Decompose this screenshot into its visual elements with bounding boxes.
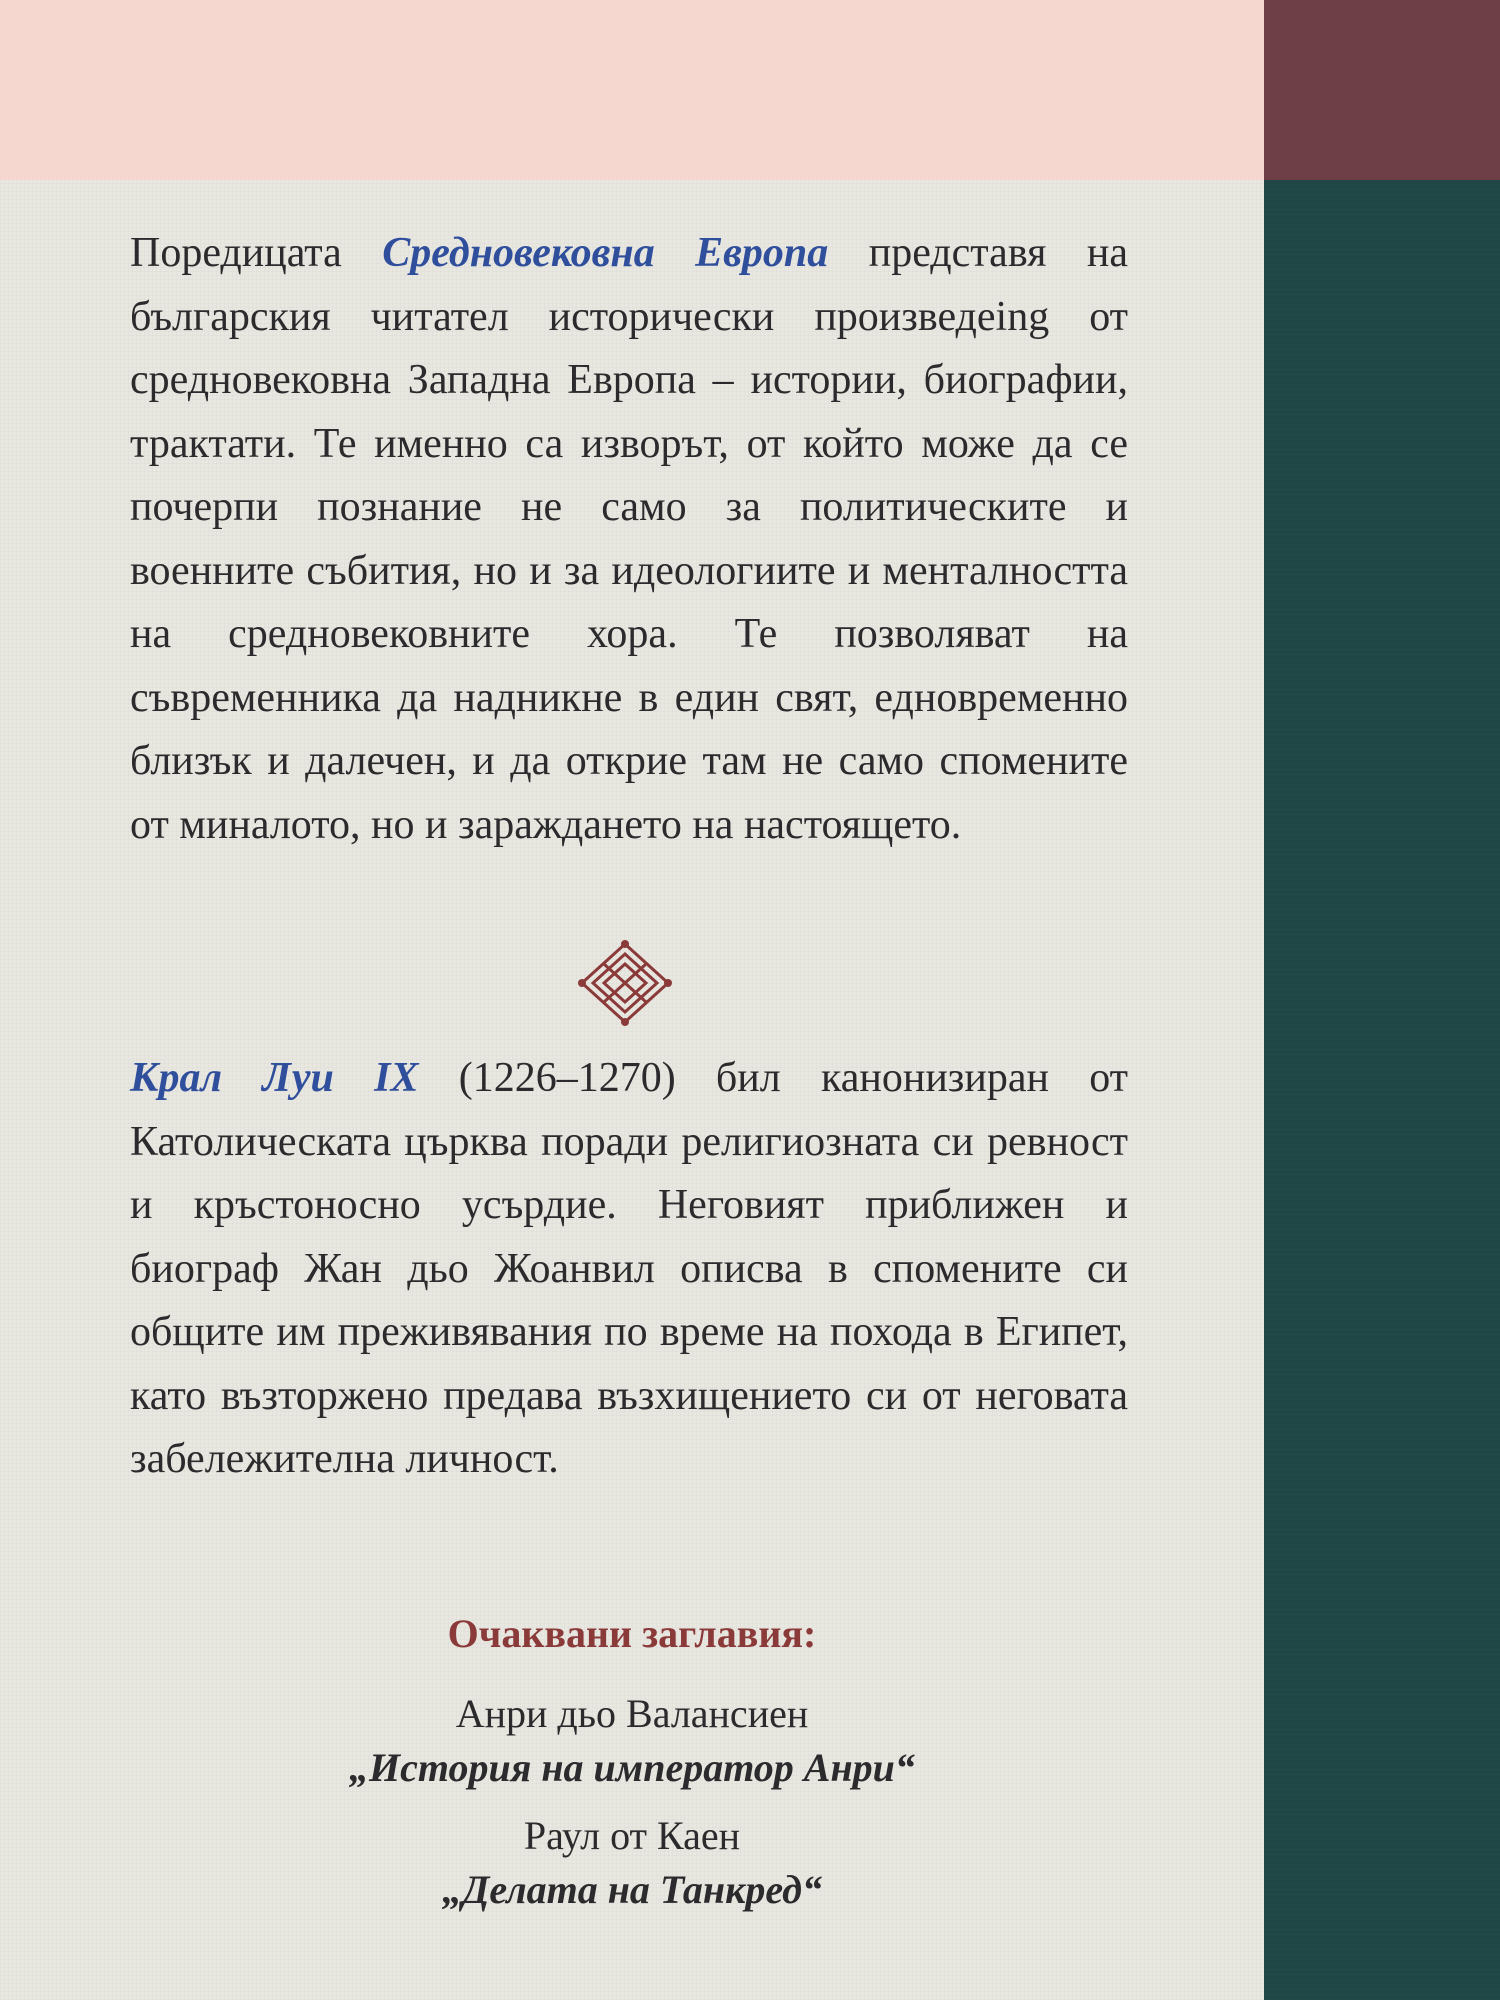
spine-maroon-band [1264, 0, 1500, 180]
series-intro-prefix: Поредицата [130, 230, 383, 276]
book-description [130, 1047, 1128, 1492]
celtic-knot-diamond-icon [578, 940, 672, 1026]
upcoming-title: „Делата на Танкред“ [442, 1867, 822, 1912]
series-intro-text: представя на българския читател исторически произведеing от средновековна Западна Европа – истории, биографии, трактати. Те именно са изворът, от който може да се почерпи познание не само за политическите и военните събития, но и за идеологиите и менталността на средновековните хора. Те позволяват на съвременника да надникне в един свят, едновременно близък и далечен, и да открие там не само спомените от миналото, но и зараждането на настоящето. [130, 230, 1128, 848]
series-name: Средновековна Европа [382, 230, 829, 276]
upcoming-title: „История на император Анри“ [349, 1745, 915, 1790]
book-description-text: (1226–1270) бил канонизиран от Католическата църква поради религиозната си ревност и кръстоносно усърдие. Неговият приближен и биограф Жан дьо Жоанвил описва в спомените си общите им преживявания по време на похода в Египет, като възторжено предава възхищението си от неговата забележителна личност. [130, 1055, 1129, 1482]
series-description [130, 222, 1128, 857]
top-color-band [0, 0, 1264, 180]
spine-green-band [1264, 180, 1500, 2000]
upcoming-titles-heading: Очаквани заглавия: [447, 1611, 817, 1656]
king-name: Крал Луи IX [130, 1055, 419, 1101]
upcoming-author: Анри дьо Валансиен [455, 1691, 809, 1736]
upcoming-author: Раул от Каен [523, 1813, 741, 1858]
